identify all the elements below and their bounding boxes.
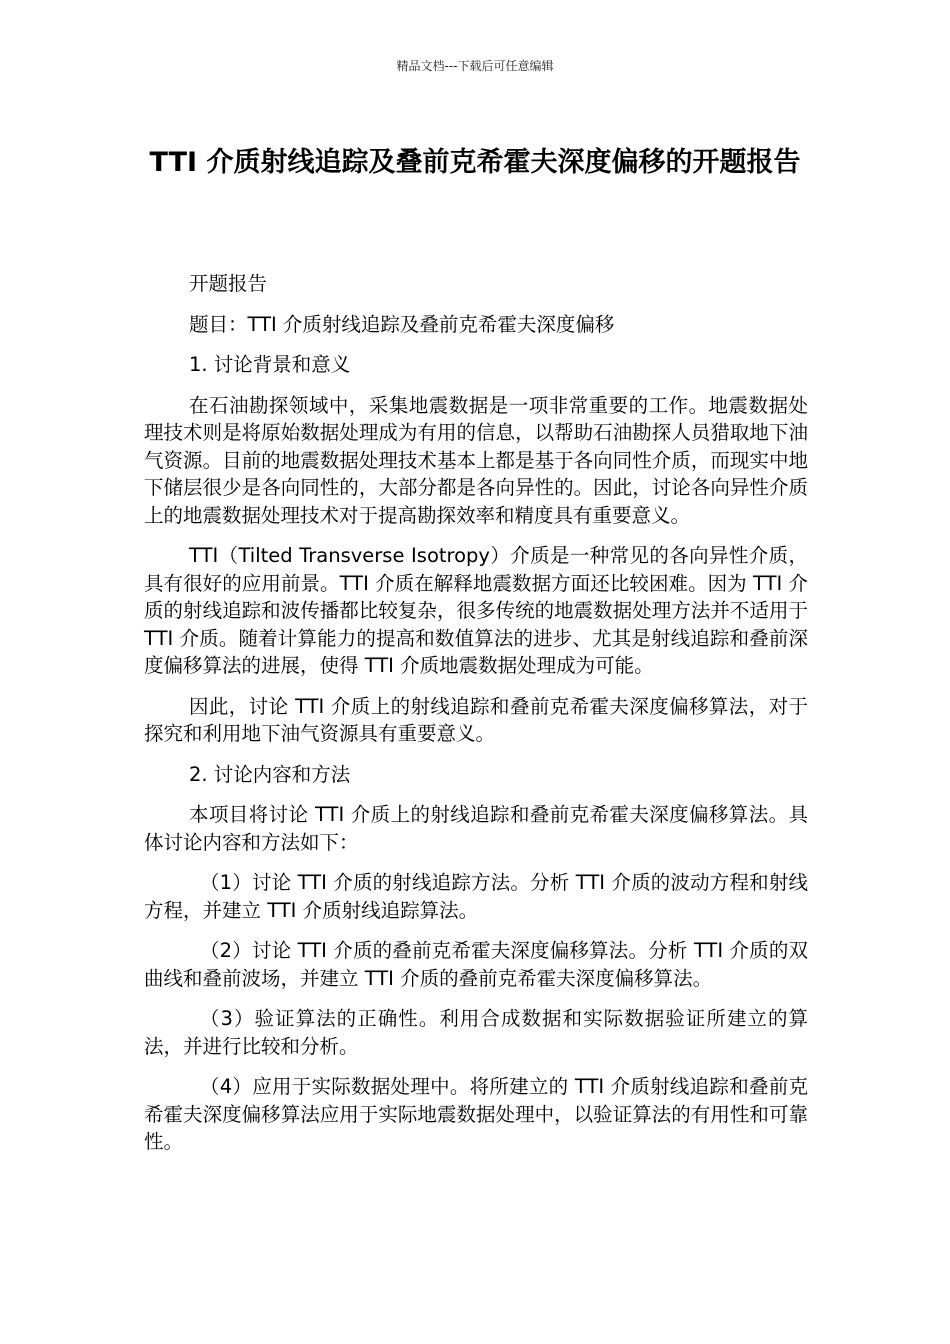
section-heading-background: 1. 讨论背景和意义 [189, 353, 351, 376]
paragraph-topic: 题目：TTI 介质射线追踪及叠前克希霍夫深度偏移 [189, 312, 615, 336]
list-item-2: （2）讨论 TTI 介质的叠前克希霍夫深度偏移算法。分析 TTI 介质的双曲线和叠前波场，并建立 TTI 介质的叠前克希霍夫深度偏移算法。 [144, 939, 808, 990]
list-item-1: （1）讨论 TTI 介质的射线追踪方法。分析 TTI 介质的波动方程和射线方程，并建立 TTI 介质射线追踪算法。 [144, 871, 808, 922]
list-item-4: （4）应用于实际数据处理中。将所建立的 TTI 介质射线追踪和叠前克希霍夫深度偏移算法应用于实际地震数据处理中，以验证算法的有用性和可靠性。 [144, 1075, 808, 1153]
document-title: TTI 介质射线追踪及叠前克希霍夫深度偏移的开题报告 [149, 147, 801, 178]
paragraph-background-1: 在石油勘探领域中，采集地震数据是一项非常重要的工作。地震数据处理技术则是将原始数据处理成为有用的信息，以帮助石油勘探人员猎取地下油气资源。目前的地震数据处理技术基本上都是基于各向同性介质，而现实中地下储层很少是各向同性的，大部分都是各向异性的。因此，讨论各向异性介质上的地震数据处理技术对于提高勘探效率和精度具有重要意义。 [144, 393, 808, 527]
list-item-3: （3）验证算法的正确性。利用合成数据和实际数据验证所建立的算法，并进行比较和分析。 [144, 1007, 808, 1058]
document-body [144, 270, 808, 1169]
paragraph-background-3: 因此，讨论 TTI 介质上的射线追踪和叠前克希霍夫深度偏移算法，对于探究和利用地下油气资源具有重要意义。 [144, 694, 808, 745]
section-heading-content: 2. 讨论内容和方法 [189, 762, 351, 786]
paragraph-content-intro: 本项目将讨论 TTI 介质上的射线追踪和叠前克希霍夫深度偏移算法。具体讨论内容和方法如下： [144, 803, 808, 854]
paragraph-background-2: TTI（Tilted Transverse Isotropy）介质是一种常见的各向异性介质，具有很好的应用前景。TTI 介质在解释地震数据方面还比较困难。因为 TTI 介质的射线追踪和波传播都比较复杂，很多传统的地震数据处理方法并不适用于 TTI 介质。随着计算能力的提高和数值算法的进步、尤其是射线追踪和叠前深度偏移算法的进展，使得 TTI 介质地震数据处理成为可能。 [144, 544, 808, 677]
header-note: 精品文档---下载后可任意编辑 [396, 59, 554, 73]
paragraph-report-label: 开题报告 [189, 272, 268, 295]
